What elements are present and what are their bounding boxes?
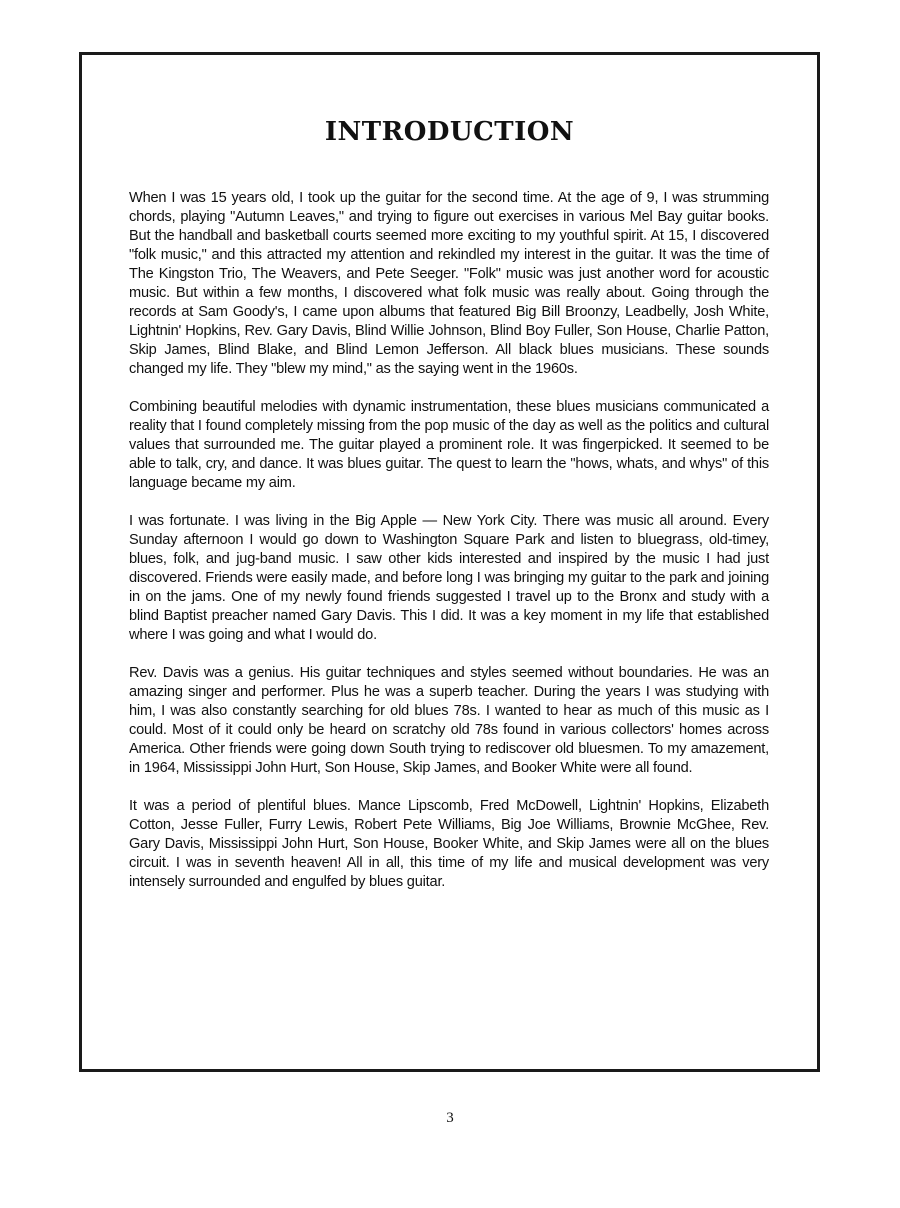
paragraph-5: It was a period of plentiful blues. Mance Lipscomb, Fred McDowell, Lightnin' Hopkins, Elizabeth Cotton, Jesse Fuller, Furry Lewis, Robert Pete Williams, Big Joe Williams, Brownie McGhee, Rev. Gary Davis, Mississippi John Hurt, Son House, Booker White, and Skip James were all on the blues circuit. I was in seventh heaven! All in all, this time of my life and musical development was very intensely surrounded and engulfed by blues guitar. — [129, 798, 769, 890]
page-frame — [79, 52, 820, 1072]
paragraph-1: When I was 15 years old, I took up the guitar for the second time. At the age of 9, I was strumming chords, playing "Autumn Leaves," and trying to figure out exercises in various Mel Bay guitar books. But the handball and basketball courts seemed more exciting to my youthful spirit. At 15, I discovered "folk music," and this attracted my attention and rekindled my interest in the guitar. It was the time of The Kingston Trio, The Weavers, and Pete Seeger. "Folk" music was just another word for acoustic music. But within a few months, I discovered what folk music was really about. Going through the records at Sam Goody's, I came upon albums that featured Big Bill Broonzy, Leadbelly, Josh White, Lightnin' Hopkins, Rev. Gary Davis, Blind Willie Johnson, Blind Boy Fuller, Son House, Charlie Patton, Skip James, Blind Blake, and Blind Lemon Jefferson. All black blues musicians. These sounds changed my life. They "blew my mind," as the saying went in the 1960s. — [129, 190, 769, 377]
paragraph-3: I was fortunate. I was living in the Big Apple — New York City. There was music all around. Every Sunday afternoon I would go down to Washington Square Park and listen to bluegrass, old-timey, blues, folk, and jug-band music. I saw other kids interested and inspired by the music I had just discovered. Friends were easily made, and before long I was bringing my guitar to the park and joining in on the jams. One of my newly found friends suggested I travel up to the Bronx and study with a blind Baptist preacher named Gary Davis. This I did. It was a key moment in my life that established where I was going and what I would do. — [129, 513, 769, 643]
paragraph-4: Rev. Davis was a genius. His guitar techniques and styles seemed without boundaries. He was an amazing singer and performer. Plus he was a superb teacher. During the years I was studying with him, I was also constantly searching for old blues 78s. I wanted to hear as much of this music as I could. Most of it could only be heard on scratchy old 78s found in various collectors' homes across America. Other friends were going down South trying to rediscover old bluesmen. To my amazement, in 1964, Mississippi John Hurt, Son House, Skip James, and Booker White were all found. — [129, 665, 769, 776]
page-title: INTRODUCTION — [324, 117, 575, 147]
paragraph-2: Combining beautiful melodies with dynamic instrumentation, these blues musicians communicated a reality that I found completely missing from the pop music of the day as well as the politics and cultural values that surrounded me. The guitar played a prominent role. It was fingerpicked. It seemed to be able to talk, cry, and dance. It was blues guitar. The quest to learn the "hows, whats, and whys" of this language became my aim. — [129, 399, 769, 491]
page-number: 3 — [446, 1110, 454, 1126]
body-text — [129, 189, 769, 911]
